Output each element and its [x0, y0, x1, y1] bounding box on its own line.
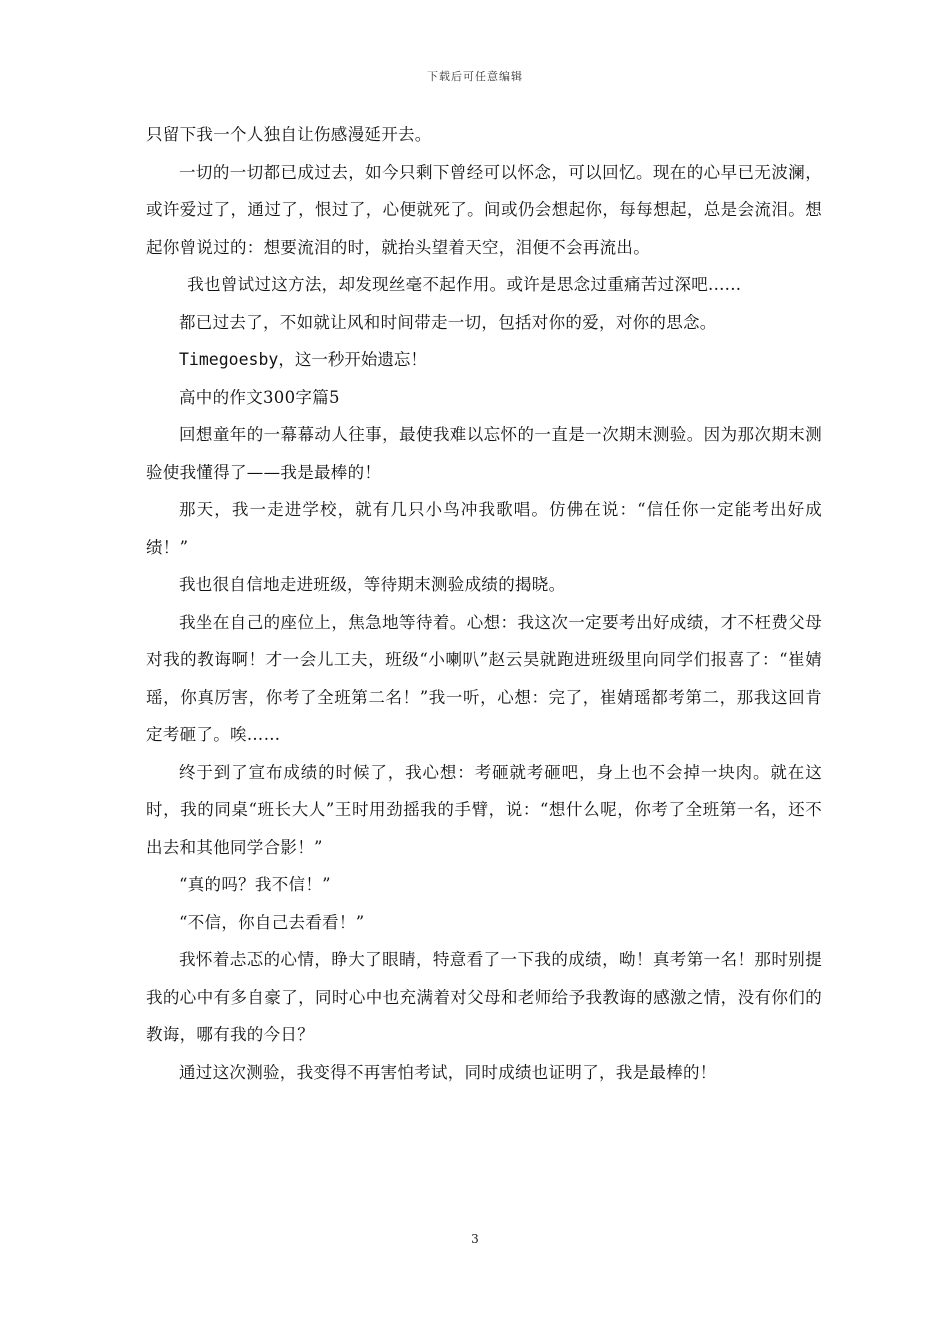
paragraph: 一切的一切都已成过去，如今只剩下曾经可以怀念，可以回忆。现在的心早已无波澜，或许爱过了，通过了，恨过了，心便就死了。间或仍会想起你，每每想起，总是会流泪。想起你曾说过的：想要流泪的时，就抬头望着天空，泪便不会再流出。	[146, 162, 822, 257]
paragraph: 我也曾试过这方法，却发现丝毫不起作用。或许是思念过重痛苦过深吧......	[187, 275, 742, 294]
paragraph: “不信，你自己去看看！”	[179, 912, 365, 932]
paragraph: 回想童年的一幕幕动人往事，最使我难以忘怀的一直是一次期末测验。因为那次期末测验使我懂得了——我是最棒的！	[146, 425, 822, 482]
paragraph: 我坐在自己的座位上，焦急地等待着。心想：我这次一定要考出好成绩，才不枉费父母对我的教诲啊！才一会儿工夫，班级“小喇叭”赵云昊就跑进班级里向同学们报喜了：“崔婧瑶，你真厉害，你考了全班第二名！”我一听，心想：完了，崔婧瑶都考第二，那我这回肯定考砸了。唉……	[146, 612, 822, 744]
paragraph: 只留下我一个人独自让伤感漫延开去。	[146, 125, 432, 144]
page-number: 3	[471, 1232, 479, 1246]
section-heading: 高中的作文300字篇5	[179, 387, 340, 407]
paragraph: 那天，我一走进学校，就有几只小鸟冲我歌唱。仿佛在说：“信任你一定能考出好成绩！”	[146, 500, 822, 557]
page-header: 下载后可任意编辑	[427, 70, 523, 83]
paragraph: 终于到了宣布成绩的时候了，我心想：考砸就考砸吧，身上也不会掉一块肉。就在这时，我的同桌“班长大人”王时用劲摇我的手臂，说：“想什么呢，你考了全班第一名，还不出去和其他同学合影！”	[146, 762, 822, 857]
paragraph: 通过这次测验，我变得不再害怕考试，同时成绩也证明了，我是最棒的！	[179, 1062, 717, 1082]
paragraph: 我怀着忐忑的心情，睁大了眼睛，特意看了一下我的成绩，呦！真考第一名！那时别提我的心中有多自豪了，同时心中也充满着对父母和老师给予我教诲的感激之情，没有你们的教诲，哪有我的今日？	[146, 950, 822, 1044]
paragraph: Timegoesby，这一秒开始遗忘！	[179, 350, 427, 369]
paragraph: 都已过去了，不如就让风和时间带走一切，包括对你的爱，对你的思念。	[179, 312, 717, 332]
paragraph: 我也很自信地走进班级，等待期末测验成绩的揭晓。	[179, 575, 566, 594]
paragraph: “真的吗？我不信！”	[179, 875, 331, 894]
document-body	[146, 116, 822, 1091]
